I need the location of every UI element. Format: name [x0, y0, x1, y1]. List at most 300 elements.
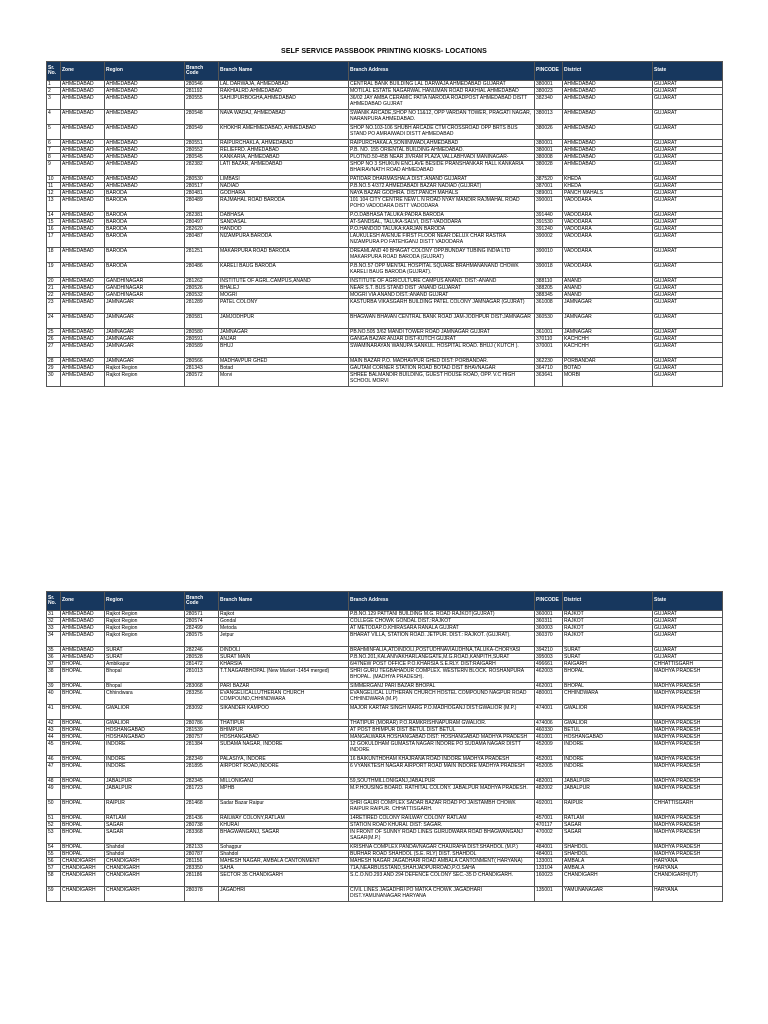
cell-branch-address: P.B.NO.5 4/372 AHMEDABADI BAZAR NADIAD (GUJRAT): [349, 183, 535, 190]
cell-branch-address: AT METODAP.O.KHIRASARA RANALA GUJRAT: [349, 625, 535, 632]
cell-district: ANAND: [563, 278, 653, 285]
table-row: [47, 815, 723, 822]
cell-state: GUJARAT: [653, 263, 723, 278]
cell-branch-address: P.O.HANDOD TALUKA:KARJAN BARODA: [349, 226, 535, 233]
cell-zone: BHOPAL: [61, 756, 105, 763]
cell-sr-no: 59: [47, 887, 61, 902]
cell-branch-code: 280517: [185, 183, 219, 190]
cell-district: RAIPUR: [563, 800, 653, 815]
cell-region: INDORE: [105, 756, 185, 763]
cell-zone: CHANDIGARH: [61, 872, 105, 887]
cell-branch-address: PB.NO.505 3/62 MANDI TOWER ROAD JAMNAGAR GUJRAT: [349, 329, 535, 336]
cell-state: GUJARAT: [653, 278, 723, 285]
table-row: [47, 176, 723, 183]
table-row: [47, 299, 723, 314]
cell-district: AMBALA: [563, 858, 653, 865]
cell-branch-code: 280574: [185, 618, 219, 625]
cell-state: GUJARAT: [653, 140, 723, 147]
cell-branch-name: EVANGELICALLUTHERAN CHURCH COMPOUND,CHHINDWARA: [219, 690, 349, 705]
cell-branch-code: 280555: [185, 95, 219, 110]
cell-district: YAMUNANAGAR: [563, 887, 653, 902]
cell-branch-code: 280591: [185, 336, 219, 343]
table-row: [47, 618, 723, 625]
cell-region: INDORE: [105, 741, 185, 756]
cell-sr-no: 39: [47, 683, 61, 690]
cell-zone: AHMEDABAD: [61, 147, 105, 154]
cell-branch-name: LAL DARWAJA, AHMEDABAD: [219, 81, 349, 88]
cell-branch-name: PALASIYA, INDORE: [219, 756, 349, 763]
cell-zone: AHMEDABAD: [61, 81, 105, 88]
cell-branch-address: AT POST BHIMPUR DIST BETUL DIST BETUL: [349, 727, 535, 734]
cell-branch-code: 281251: [185, 248, 219, 263]
cell-branch-address: LAUKULESH AVENUE FIRST FLOOR NEAR DELUX CHAR RASTRA NIZAMPURA PO FATEHGANJ DISTT VADODARA: [349, 233, 535, 248]
cell-district: AHMEDABAD: [563, 140, 653, 147]
table-row: [47, 147, 723, 154]
cell-district: VADODARA: [563, 197, 653, 212]
cell-region: BARODA: [105, 233, 185, 248]
cell-district: JAMNAGAR: [563, 314, 653, 329]
cell-district: VADODARA: [563, 219, 653, 226]
cell-branch-address: KRISHNA COMPLEX PANDAVNAGAR CHAURAHA DIST:SHAHDOL (M.P.): [349, 844, 535, 851]
cell-branch-address: COLLEGE CHOWK GONDAL DIST.:RAJKOT: [349, 618, 535, 625]
cell-sr-no: 26: [47, 336, 61, 343]
cell-state: GUJARAT: [653, 248, 723, 263]
cell-branch-code: 281539: [185, 727, 219, 734]
cell-sr-no: 51: [47, 815, 61, 822]
cell-district: RAJKOT: [563, 632, 653, 647]
cell-pincode: 470117: [535, 822, 563, 829]
cell-sr-no: 13: [47, 197, 61, 212]
cell-pincode: 360001: [535, 611, 563, 618]
cell-sr-no: 58: [47, 872, 61, 887]
column-header-district: District: [563, 62, 653, 81]
cell-branch-code: 280549: [185, 125, 219, 140]
cell-zone: AHMEDABAD: [61, 233, 105, 248]
cell-district: SAGAR: [563, 822, 653, 829]
cell-branch-code: 280571: [185, 611, 219, 618]
cell-pincode: 482001: [535, 778, 563, 785]
cell-branch-name: BHUJ: [219, 343, 349, 358]
column-header-branch-code: Branch Code: [185, 62, 219, 81]
cell-branch-name: GODHARA: [219, 190, 349, 197]
cell-branch-code: 283068: [185, 683, 219, 690]
cell-state: GUJARAT: [653, 161, 723, 176]
cell-branch-code: 280738: [185, 822, 219, 829]
cell-sr-no: 54: [47, 844, 61, 851]
cell-state: MADHYA PRADESH: [653, 720, 723, 727]
cell-pincode: 380026: [535, 125, 563, 140]
cell-branch-name: SAHIJPURBOGHA,AHMEDABAD: [219, 95, 349, 110]
cell-state: CHHATTISGARH: [653, 800, 723, 815]
cell-state: HARYANA: [653, 858, 723, 865]
cell-zone: BHOPAL: [61, 763, 105, 778]
cell-state: GUJARAT: [653, 95, 723, 110]
cell-region: Bhopal: [105, 683, 185, 690]
column-header-sr-no: Sr. No.: [47, 62, 61, 81]
cell-zone: AHMEDABAD: [61, 336, 105, 343]
cell-pincode: 388345: [535, 292, 563, 299]
cell-sr-no: 52: [47, 822, 61, 829]
cell-region: Rajkot Region: [105, 365, 185, 372]
cell-branch-name: RELIEFRD. AHMEDABAD: [219, 147, 349, 154]
cell-district: AHMEDABAD: [563, 88, 653, 95]
cell-region: Bhopal: [105, 668, 185, 683]
cell-branch-code: 280532: [185, 292, 219, 299]
cell-branch-address: MAIN BAZAR P.O. MADHAVPUR GHED DIST: PORBANDAR.: [349, 358, 535, 365]
cell-district: KACHCHH: [563, 336, 653, 343]
cell-branch-code: 282246: [185, 647, 219, 654]
cell-region: CHANDIGARH: [105, 872, 185, 887]
cell-branch-code: 280786: [185, 720, 219, 727]
cell-district: KHEDA: [563, 183, 653, 190]
cell-zone: AHMEDABAD: [61, 292, 105, 299]
cell-branch-address: 14RETIRED COLONY RAILWAY COLONY RATLAM: [349, 815, 535, 822]
cell-branch-code: 280526: [185, 285, 219, 292]
table-row: [47, 197, 723, 212]
table-row: [47, 741, 723, 756]
cell-zone: AHMEDABAD: [61, 611, 105, 618]
cell-district: ANAND: [563, 285, 653, 292]
cell-region: RAIPUR: [105, 800, 185, 815]
cell-state: GUJARAT: [653, 190, 723, 197]
cell-branch-code: 280581: [185, 314, 219, 329]
cell-branch-address: SHREE BALMANDIR BUILDING, GUEST HOUSE ROAD, OPP. V.C HIGH SCHOOL MORVI: [349, 372, 535, 387]
cell-district: KHEDA: [563, 176, 653, 183]
cell-sr-no: 56: [47, 858, 61, 865]
table-row: [47, 625, 723, 632]
cell-region: HOSHANGABAD: [105, 734, 185, 741]
cell-pincode: 452005: [535, 763, 563, 778]
cell-zone: AHMEDABAD: [61, 365, 105, 372]
cell-branch-name: SUDAMA NAGAR, INDORE: [219, 741, 349, 756]
cell-branch-address: BHAGWAN BHAVAN CENTRAL BANK ROAD JAM-JODHPUR DIST:JAMNAGAR: [349, 314, 535, 329]
cell-pincode: 390018: [535, 263, 563, 278]
cell-branch-address: MOTILAL ESTATE NAGARWAL HANUMAN ROAD RAKHIAL AHMEDABAD: [349, 88, 535, 95]
cell-state: MADHYA PRADESH: [653, 778, 723, 785]
table-row: [47, 851, 723, 858]
cell-branch-code: 280378: [185, 887, 219, 902]
cell-state: MADHYA PRADESH: [653, 756, 723, 763]
cell-state: MADHYA PRADESH: [653, 763, 723, 778]
cell-state: GUJARAT: [653, 625, 723, 632]
cell-branch-name: SIKANDER KAMPOO: [219, 705, 349, 720]
cell-zone: BHOPAL: [61, 683, 105, 690]
cell-branch-code: 280580: [185, 329, 219, 336]
cell-zone: AHMEDABAD: [61, 190, 105, 197]
cell-district: SHAHDOL: [563, 851, 653, 858]
cell-sr-no: 8: [47, 154, 61, 161]
cell-sr-no: 42: [47, 720, 61, 727]
cell-sr-no: 30: [47, 372, 61, 387]
cell-branch-code: 282382: [185, 161, 219, 176]
table-header: [47, 592, 723, 611]
cell-branch-code: 282349: [185, 756, 219, 763]
cell-branch-address: BHARAT VILLA, STATION ROAD. JETPUR. DIST.: RAJKOT. (GUJRAT).: [349, 632, 535, 647]
cell-sr-no: 49: [47, 785, 61, 800]
cell-branch-address: AT-SANDSAL, TALUKA-SALVI, DIST-VADODARA: [349, 219, 535, 226]
cell-region: JAMNAGAR: [105, 329, 185, 336]
cell-sr-no: 6: [47, 140, 61, 147]
cell-zone: BHOPAL: [61, 705, 105, 720]
cell-branch-name: BHAGWANGANJ, SAGAR: [219, 829, 349, 844]
table-row: [47, 183, 723, 190]
cell-state: GUJARAT: [653, 125, 723, 140]
cell-branch-name: BHIMPUR: [219, 727, 349, 734]
column-header-district: District: [563, 592, 653, 611]
table-row: [47, 88, 723, 95]
cell-branch-code: 280589: [185, 343, 219, 358]
table-row: [47, 822, 723, 829]
cell-region: GANDHINAGAR: [105, 278, 185, 285]
cell-branch-address: IN FRONT OF SUNNY ROAD LINES GURUDWARA ROAD BHAGWANGANJ SAGAR(M.P.): [349, 829, 535, 844]
cell-region: Rajkot Region: [105, 372, 185, 387]
cell-pincode: 452001: [535, 756, 563, 763]
cell-branch-code: 281262: [185, 278, 219, 285]
cell-district: PANCH MAHALS: [563, 190, 653, 197]
cell-zone: AHMEDABAD: [61, 647, 105, 654]
table-row: [47, 140, 723, 147]
cell-branch-address: SHRI GAURI COMPLEX SADAR BAZAR ROAD PO JAISTAMBH CHOWK RAIPUR RAIPUR. CHHATTISGARH.: [349, 800, 535, 815]
cell-branch-address: S.C.O.NO.293 AND 294 DEFENCE COLONY SEC.-35 D CHANDIGARH.: [349, 872, 535, 887]
cell-branch-address: DREAMLAND 40 BHAGAT COLONY OPP.BUNDAY TUBING INDIA LTD MAKARPURA ROAD BARODA (GUJRAT): [349, 248, 535, 263]
cell-sr-no: 23: [47, 299, 61, 314]
cell-sr-no: 25: [47, 329, 61, 336]
cell-branch-address: CIVIL LINES JAGADHRI PO MATKA CHOWK JAGADHARI DIST.YAMUNANAGAR HARYANA: [349, 887, 535, 902]
cell-pincode: 496661: [535, 661, 563, 668]
cell-branch-name: PATEL COLONY: [219, 299, 349, 314]
cell-state: GUJARAT: [653, 314, 723, 329]
table-row: [47, 336, 723, 343]
cell-pincode: 363641: [535, 372, 563, 387]
cell-branch-address: KASTURBA VIKASGARH BUILDING PATEL COLONY JAMNAGAR (GUJRAT): [349, 299, 535, 314]
cell-region: BARODA: [105, 212, 185, 219]
cell-sr-no: 34: [47, 632, 61, 647]
cell-zone: AHMEDABAD: [61, 625, 105, 632]
cell-sr-no: 12: [47, 190, 61, 197]
cell-branch-name: LIMBASI: [219, 176, 349, 183]
cell-pincode: 461001: [535, 734, 563, 741]
table-row: [47, 647, 723, 654]
cell-branch-code: 281468: [185, 800, 219, 815]
cell-region: HOSHANGABAD: [105, 727, 185, 734]
cell-district: HOSHANGABAD: [563, 734, 653, 741]
cell-state: MADHYA PRADESH: [653, 734, 723, 741]
cell-district: AHMEDABAD: [563, 161, 653, 176]
cell-zone: AHMEDABAD: [61, 278, 105, 285]
table-row: [47, 720, 723, 727]
cell-branch-address: SHOP NO 3 SHUKUN ENCLAVE BESIDE PRANSHANKAR HALL KANKARIA BHAIRAVNATH ROAD AHMEDABAD: [349, 161, 535, 176]
table-row: [47, 705, 723, 720]
cell-pincode: 390001: [535, 197, 563, 212]
cell-region: Rajkot Region: [105, 625, 185, 632]
cell-sr-no: 2: [47, 88, 61, 95]
cell-region: AHMEDABAD: [105, 95, 185, 110]
cell-sr-no: 4: [47, 110, 61, 125]
table-row: [47, 226, 723, 233]
cell-district: RATLAM: [563, 815, 653, 822]
cell-branch-code: 281472: [185, 661, 219, 668]
cell-branch-code: 282345: [185, 778, 219, 785]
cell-sr-no: 36: [47, 654, 61, 661]
cell-sr-no: 35: [47, 647, 61, 654]
cell-branch-name: T.T.NAGARBHOPAL (New Market -1454 merged): [219, 668, 349, 683]
cell-state: CHHATTISGARH: [653, 661, 723, 668]
table-row: [47, 248, 723, 263]
cell-pincode: 380008: [535, 154, 563, 161]
cell-district: VADODARA: [563, 233, 653, 248]
cell-pincode: 380023: [535, 88, 563, 95]
cell-branch-code: 281384: [185, 741, 219, 756]
cell-region: AHMEDABAD: [105, 154, 185, 161]
cell-pincode: 462001: [535, 683, 563, 690]
table-row: [47, 358, 723, 365]
kiosk-locations-table-1: [46, 61, 723, 387]
cell-branch-address: SHRI GURU TEGBAHADUR COMPLEX. WESTERN BLOCK. ROSHANPURA BHOPAL. (MADHYA PRADESH).: [349, 668, 535, 683]
cell-pincode: 370110: [535, 336, 563, 343]
cell-region: AHMEDABAD: [105, 81, 185, 88]
table-row: [47, 887, 723, 902]
cell-branch-code: 280528: [185, 654, 219, 661]
cell-branch-name: Jetpur: [219, 632, 349, 647]
cell-district: AHMEDABAD: [563, 154, 653, 161]
cell-pincode: 364710: [535, 365, 563, 372]
cell-branch-address: M.P.HOUSING BOARD. RATHITAL COLONY. JABALPUR MADHYA PRADESH.: [349, 785, 535, 800]
cell-branch-code: 281436: [185, 815, 219, 822]
cell-branch-address: THATIPUR (MORAR) P.O.RAMKRISHNAPURAM GWALIOR.: [349, 720, 535, 727]
cell-branch-code: 280545: [185, 154, 219, 161]
table-row: [47, 81, 723, 88]
cell-pincode: 462003: [535, 668, 563, 683]
cell-district: VADODARA: [563, 263, 653, 278]
cell-pincode: 492001: [535, 800, 563, 815]
cell-pincode: 360003: [535, 625, 563, 632]
cell-zone: AHMEDABAD: [61, 248, 105, 263]
cell-branch-code: 280481: [185, 190, 219, 197]
cell-branch-code: 282133: [185, 844, 219, 851]
cell-region: AHMEDABAD: [105, 161, 185, 176]
cell-branch-name: ANJAR: [219, 336, 349, 343]
cell-region: AHMEDABAD: [105, 176, 185, 183]
cell-sr-no: 18: [47, 248, 61, 263]
cell-branch-address: 6 VYANKTESH NAGAR AIRPORT ROAD MAIN INDORE MADHYA PRADESH: [349, 763, 535, 778]
cell-district: MORBI: [563, 372, 653, 387]
cell-pincode: 380001: [535, 140, 563, 147]
cell-sr-no: 43: [47, 727, 61, 734]
cell-sr-no: 31: [47, 611, 61, 618]
cell-zone: AHMEDABAD: [61, 632, 105, 647]
table-row: [47, 365, 723, 372]
cell-pincode: 133104: [535, 865, 563, 872]
cell-state: GUJARAT: [653, 88, 723, 95]
cell-branch-name: Morvi: [219, 372, 349, 387]
cell-branch-code: 280566: [185, 358, 219, 365]
cell-sr-no: 45: [47, 741, 61, 756]
column-header-state: State: [653, 62, 723, 81]
table-row: [47, 292, 723, 299]
cell-region: JAMNAGAR: [105, 358, 185, 365]
cell-district: SAGAR: [563, 829, 653, 844]
cell-branch-address: INSTITUTE OF AGRICULTURE CAMPUS ANAND. DIST:-ANAND: [349, 278, 535, 285]
cell-district: CHHINDWARA: [563, 690, 653, 705]
cell-branch-code: 283256: [185, 690, 219, 705]
cell-branch-address: PLOTNO.50-45B NEAR JIVRAM PLAZA,VALLABHVADI MANINAGAR-: [349, 154, 535, 161]
table-row: [47, 343, 723, 358]
cell-state: MADHYA PRADESH: [653, 815, 723, 822]
cell-pincode: 380013: [535, 110, 563, 125]
cell-branch-name: JAMNAGAR: [219, 329, 349, 336]
cell-sr-no: 32: [47, 618, 61, 625]
table-row: [47, 95, 723, 110]
table-row: [47, 329, 723, 336]
cell-branch-address: GANGA BAZAR ANJAR DIST-KUTCH GUJRAT: [349, 336, 535, 343]
cell-branch-address: CENTRAL BANK BUILDING LAL DARWAJA AHMEDABAD GUJARAT: [349, 81, 535, 88]
table-row: [47, 734, 723, 741]
cell-district: INDORE: [563, 756, 653, 763]
cell-region: CHANDIGARH: [105, 887, 185, 902]
table-row: [47, 661, 723, 668]
cell-district: GWALIOR: [563, 705, 653, 720]
column-header-state: State: [653, 592, 723, 611]
cell-region: GANDHINAGAR: [105, 285, 185, 292]
cell-zone: AHMEDABAD: [61, 154, 105, 161]
cell-zone: AHMEDABAD: [61, 110, 105, 125]
cell-branch-code: 281192: [185, 88, 219, 95]
cell-state: GUJARAT: [653, 212, 723, 219]
cell-sr-no: 21: [47, 285, 61, 292]
table-row: [47, 690, 723, 705]
cell-region: JAMNAGAR: [105, 336, 185, 343]
cell-branch-code: 280572: [185, 372, 219, 387]
cell-branch-name: DABHASA: [219, 212, 349, 219]
cell-zone: BHOPAL: [61, 661, 105, 668]
table-row: [47, 778, 723, 785]
cell-region: AHMEDABAD: [105, 140, 185, 147]
cell-branch-address: BRAHMINFALIA,ATDINDOLI,POSTUDHNAVIAUDHNA,TALUKA-CHORYASI: [349, 647, 535, 654]
cell-branch-address: 101 104 CITY CENTRE NEW L N ROAD NYAY MANDIR RAJMAHAL ROAD POHO VADODARA DISTT VADODARA: [349, 197, 535, 212]
cell-pincode: 394210: [535, 647, 563, 654]
cell-district: AHMEDABAD: [563, 147, 653, 154]
cell-branch-name: KHOKHR AMEHMEDABAD, AHMEDABAD: [219, 125, 349, 140]
cell-district: AHMEDABAD: [563, 81, 653, 88]
table-row: [47, 683, 723, 690]
cell-district: AHMEDABAD: [563, 95, 653, 110]
cell-branch-code: 280552: [185, 147, 219, 154]
table-row: [47, 161, 723, 176]
cell-branch-name: RAJMAHAL ROAD BARODA: [219, 197, 349, 212]
cell-branch-name: KARELI BAUG BARODA: [219, 263, 349, 278]
cell-pincode: 387001: [535, 183, 563, 190]
cell-branch-name: Gondal: [219, 618, 349, 625]
cell-branch-address: MANGALWARA HOSHANGABAD DIST: HOSHANGABAD MADHYA PRADESH: [349, 734, 535, 741]
cell-region: BARODA: [105, 197, 185, 212]
cell-branch-code: 280575: [185, 632, 219, 647]
table-row: [47, 858, 723, 865]
table-row: [47, 314, 723, 329]
cell-region: JABALPUR: [105, 778, 185, 785]
cell-branch-name: PARI BAZAR: [219, 683, 349, 690]
table-row: [47, 865, 723, 872]
cell-district: RAJKOT: [563, 618, 653, 625]
cell-pincode: 470002: [535, 829, 563, 844]
cell-branch-address: P.B.NO.57 OPP MENTAL HOSPITAL SQUARE BRAHMANANAND CHOWK KARELI BAUG BARODA (GUJRAT).: [349, 263, 535, 278]
cell-district: INDORE: [563, 763, 653, 778]
cell-branch-address: P.O.DABHASA TALUKA:PADRA BARODA: [349, 212, 535, 219]
cell-branch-name: INSTITUTE OF AGRL.CAMPUS,ANAND: [219, 278, 349, 285]
cell-branch-address: P.B. NO. 155 ORIENTAL BUILDING AHMEDABAD.: [349, 147, 535, 154]
cell-region: AHMEDABAD: [105, 147, 185, 154]
cell-branch-address: MAHESH NAGAR JAGADHARI ROAD AMBALA CANTONMENT( HARYANA): [349, 858, 535, 865]
cell-district: INDORE: [563, 741, 653, 756]
